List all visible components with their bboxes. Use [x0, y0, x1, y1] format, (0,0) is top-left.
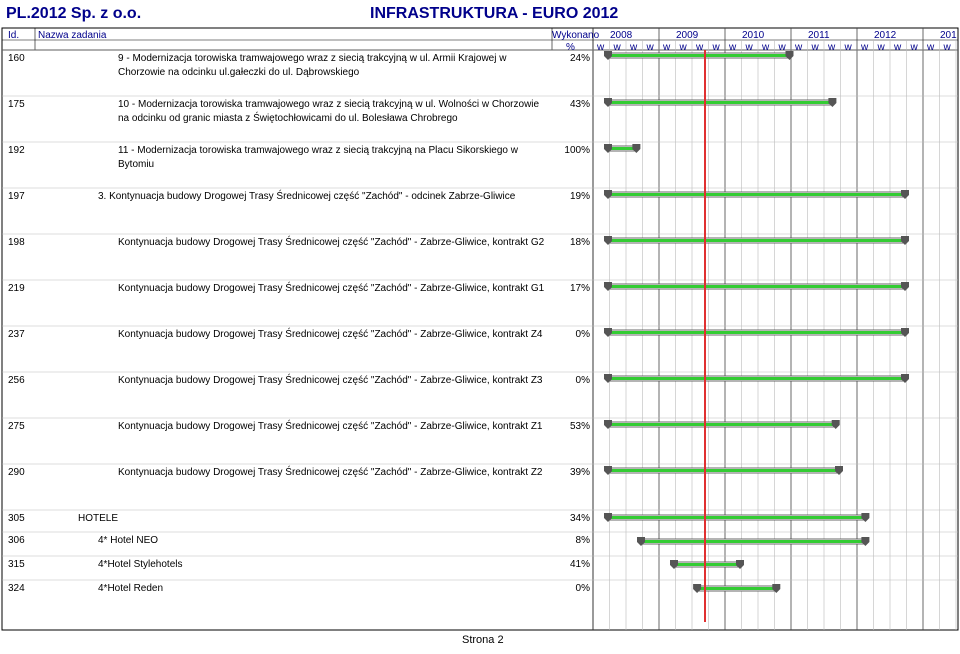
- gantt-bar-end-marker: [604, 282, 612, 291]
- task-percent: 0%: [575, 329, 590, 340]
- column-header-done: Wykonano: [552, 30, 600, 41]
- task-name-line: Chorzowie na odcinku ul.gałeczki do ul. Dąbrowskiego: [118, 67, 360, 78]
- week-label: w: [597, 42, 605, 53]
- week-label: w: [828, 42, 836, 53]
- gantt-bar: [641, 540, 865, 543]
- gantt-bar-end-marker: [604, 144, 612, 153]
- task-name: [78, 512, 118, 526]
- week-label: w: [910, 42, 918, 53]
- gantt-bar-end-marker: [637, 537, 645, 546]
- week-label: w: [861, 42, 869, 53]
- task-name: [118, 466, 543, 480]
- gantt-bar: [608, 516, 865, 519]
- task-id: 315: [8, 559, 25, 570]
- year-label: 201: [940, 30, 957, 41]
- task-percent: 17%: [569, 283, 590, 294]
- page-number: Strona 2: [462, 634, 504, 646]
- gantt-bar-end-marker: [901, 236, 909, 245]
- gantt-bar-end-marker: [835, 466, 843, 475]
- task-name: [98, 190, 515, 204]
- task-id: 197: [8, 191, 25, 202]
- task-name-line: 9 - Modernizacja torowiska tramwajowego wraz z siecią trakcyjną w ul. Armii Krajowej w: [118, 53, 507, 64]
- task-percent: 43%: [569, 99, 590, 110]
- gantt-bar-end-marker: [901, 282, 909, 291]
- task-id: 275: [8, 421, 25, 432]
- week-label: w: [745, 42, 753, 53]
- task-percent: 0%: [575, 375, 590, 386]
- task-percent: 0%: [575, 583, 590, 594]
- task-name-line: 4*Hotel Stylehotels: [98, 559, 183, 570]
- gantt-bar-end-marker: [604, 513, 612, 522]
- gantt-bar: [608, 285, 905, 288]
- week-label: w: [663, 42, 671, 53]
- task-name: [98, 534, 158, 548]
- week-label: w: [630, 42, 638, 53]
- column-header-id: Id.: [8, 30, 20, 41]
- gantt-bar-end-marker: [832, 420, 840, 429]
- gantt-bar: [608, 101, 832, 104]
- task-percent: 19%: [569, 191, 590, 202]
- gantt-bar-end-marker: [772, 584, 780, 593]
- company-title: PL.2012 Sp. z o.o.: [6, 5, 142, 22]
- task-id: 160: [8, 53, 25, 64]
- task-id: 305: [8, 513, 25, 524]
- gantt-bar-end-marker: [604, 374, 612, 383]
- gantt-bar: [608, 193, 905, 196]
- gantt-bar-end-marker: [736, 560, 744, 569]
- week-label: w: [844, 42, 852, 53]
- gantt-bar: [608, 147, 636, 150]
- task-name: [118, 144, 518, 172]
- year-label: 2008: [610, 30, 633, 41]
- task-id: 175: [8, 99, 25, 110]
- week-label: w: [927, 42, 935, 53]
- task-name-line: Kontynuacja budowy Drogowej Trasy Średnicowej część "Zachód" - Zabrze-Gliwice, kontrakt Z4: [118, 329, 543, 340]
- task-name-line: Kontynuacja budowy Drogowej Trasy Średnicowej część "Zachód" - Zabrze-Gliwice, kontrakt Z2: [118, 467, 543, 478]
- task-id: 219: [8, 283, 25, 294]
- gantt-bar-end-marker: [861, 537, 869, 546]
- gantt-bar: [608, 54, 790, 57]
- task-id: 192: [8, 145, 25, 156]
- gantt-bar-end-marker: [901, 190, 909, 199]
- gantt-bar-end-marker: [901, 328, 909, 337]
- gantt-bar-end-marker: [828, 98, 836, 107]
- week-label: w: [696, 42, 704, 53]
- year-label: 2012: [874, 30, 897, 41]
- task-name: [118, 328, 543, 342]
- gantt-bar-end-marker: [604, 466, 612, 475]
- gantt-bar-end-marker: [693, 584, 701, 593]
- task-name-line: 4* Hotel NEO: [98, 535, 159, 546]
- task-percent: 53%: [569, 421, 590, 432]
- week-label: w: [729, 42, 737, 53]
- week-label: w: [762, 42, 770, 53]
- task-name-line: Kontynuacja budowy Drogowej Trasy Średnicowej część "Zachód" - Zabrze-Gliwice, kontrakt Z3: [118, 375, 543, 386]
- gantt-bar-end-marker: [670, 560, 678, 569]
- task-name: [118, 236, 544, 250]
- task-name-line: Bytomiu: [118, 159, 155, 170]
- task-id: 237: [8, 329, 25, 340]
- gantt-bar-end-marker: [604, 51, 612, 60]
- task-id: 290: [8, 467, 25, 478]
- gantt-bar: [608, 469, 839, 472]
- task-name-line: HOTELE: [78, 513, 119, 524]
- gantt-bar-end-marker: [604, 190, 612, 199]
- year-label: 2009: [676, 30, 699, 41]
- gantt-bar-end-marker: [632, 144, 640, 153]
- task-id: 306: [8, 535, 25, 546]
- gantt-bar-end-marker: [604, 98, 612, 107]
- task-id: 324: [8, 583, 25, 594]
- task-percent: 100%: [564, 145, 590, 156]
- week-label: w: [795, 42, 803, 53]
- task-name-line: 11 - Modernizacja torowiska tramwajowego wraz z siecią trakcyjną na Placu Sikorskiego w: [118, 145, 518, 156]
- page-title: INFRASTRUKTURA - EURO 2012: [370, 5, 619, 22]
- gantt-bar: [608, 423, 836, 426]
- week-label: w: [679, 42, 687, 53]
- gantt-bar-end-marker: [604, 236, 612, 245]
- task-id: 198: [8, 237, 25, 248]
- week-label: w: [877, 42, 885, 53]
- column-header-pct-unit: %: [566, 42, 575, 53]
- task-name: [118, 420, 543, 434]
- week-label: w: [646, 42, 654, 53]
- task-name-line: Kontynuacja budowy Drogowej Trasy Średnicowej część "Zachód" - Zabrze-Gliwice, kontrakt Z1: [118, 421, 543, 432]
- task-id: 256: [8, 375, 25, 386]
- task-name: [98, 558, 183, 572]
- task-name: [118, 98, 539, 126]
- task-percent: 18%: [569, 237, 590, 248]
- year-label: 2010: [742, 30, 765, 41]
- week-label: w: [811, 42, 819, 53]
- week-label: w: [778, 42, 786, 53]
- task-name: [98, 582, 163, 596]
- task-name-line: 3. Kontynuacja budowy Drogowej Trasy Średnicowej część "Zachód" - odcinek Zabrze-Gliwice: [98, 191, 516, 202]
- task-percent: 34%: [569, 513, 590, 524]
- year-label: 2011: [808, 30, 830, 41]
- week-label: w: [712, 42, 720, 53]
- task-percent: 8%: [575, 535, 590, 546]
- gantt-bar: [674, 563, 740, 566]
- task-percent: 24%: [569, 53, 590, 64]
- task-name: [118, 374, 543, 388]
- task-name-line: 4*Hotel Reden: [98, 583, 164, 594]
- gantt-bar: [608, 377, 905, 380]
- week-label: w: [613, 42, 621, 53]
- task-name-line: Kontynuacja budowy Drogowej Trasy Średnicowej część "Zachód" - Zabrze-Gliwice, kontrakt G2: [118, 237, 545, 248]
- gantt-bar: [697, 587, 776, 590]
- task-name-line: 10 - Modernizacja torowiska tramwajowego wraz z siecią trakcyjną w ul. Wolności w Chorzowie: [118, 99, 540, 110]
- task-percent: 39%: [569, 467, 590, 478]
- gantt-bar-end-marker: [861, 513, 869, 522]
- gantt-bar-end-marker: [604, 420, 612, 429]
- gantt-bar-end-marker: [604, 328, 612, 337]
- task-name-line: Kontynuacja budowy Drogowej Trasy Średnicowej część "Zachód" - Zabrze-Gliwice, kontrakt G1: [118, 283, 545, 294]
- task-name: [118, 52, 506, 80]
- task-name-line: na odcinku od granic miasta z Świętochłowicami do ul. Bolesława Chrobrego: [118, 113, 458, 124]
- gantt-bar-end-marker: [901, 374, 909, 383]
- gantt-bar: [608, 331, 905, 334]
- gantt-bar: [608, 239, 905, 242]
- gantt-bar-end-marker: [786, 51, 794, 60]
- column-header-name: Nazwa zadania: [38, 30, 107, 41]
- week-label: w: [943, 42, 951, 53]
- week-label: w: [894, 42, 902, 53]
- task-percent: 41%: [569, 559, 590, 570]
- task-name: [118, 282, 544, 296]
